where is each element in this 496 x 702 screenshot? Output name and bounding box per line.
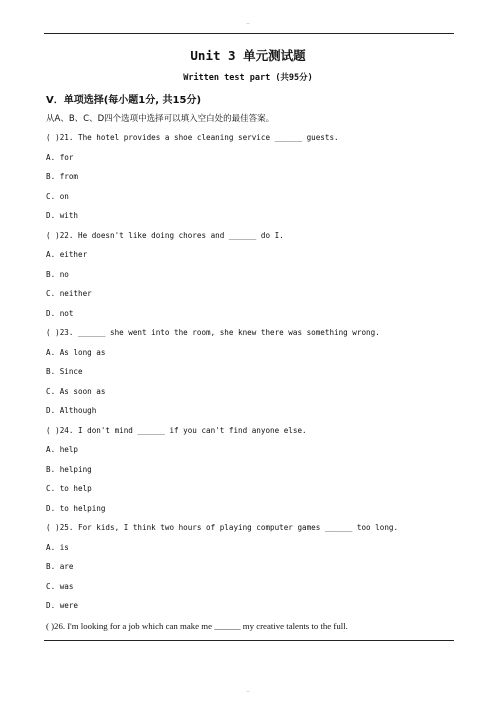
option-line: D. Although <box>46 406 97 415</box>
question-line: ( )26. I'm looking for a job which can make me ______ my creative talents to the full. <box>46 620 348 631</box>
question-line: ( )23. ______ she went into the room, she knew there was something wrong. <box>46 328 380 337</box>
question-line: ( )24. I don't mind ______ if you can't find anyone else. <box>46 425 307 435</box>
page-subtitle: Written test part (共95分) <box>183 73 313 83</box>
header-rule <box>44 33 454 34</box>
section-instruction: 从A、B、C、D四个选项中选择可以填入空白处的最佳答案。 <box>46 114 275 124</box>
option-line: C. As soon as <box>46 386 106 396</box>
option-line: D. were <box>46 601 79 610</box>
question-line: ( )21. The hotel provides a shoe cleaning service ______ guests. <box>46 133 339 142</box>
option-line: B. Since <box>46 367 83 376</box>
option-line: B. from <box>46 172 79 181</box>
question-line: ( )22. He doesn't like doing chores and ______ do I. <box>46 230 284 240</box>
option-line: A. is <box>46 542 69 552</box>
option-line: A. for <box>46 152 74 162</box>
section-heading: V．单项选择(每小题1分, 共15分) <box>46 95 202 106</box>
option-line: B. are <box>46 562 74 571</box>
option-line: C. on <box>46 191 69 201</box>
option-line: B. no <box>46 269 69 279</box>
footer-rule <box>44 640 454 641</box>
option-line: A. As long as <box>46 347 106 357</box>
option-line: A. help <box>46 445 79 454</box>
option-line: D. with <box>46 211 79 220</box>
option-line: C. to help <box>46 484 92 493</box>
option-line: C. was <box>46 581 74 591</box>
question-line: ( )25. For kids, I think two hours of playing computer games ______ too long. <box>46 523 399 532</box>
question-list <box>46 131 466 638</box>
option-line: D. not <box>46 308 74 318</box>
page-title: Unit 3 单元测试题 <box>190 48 306 63</box>
option-line: C. neither <box>46 289 92 298</box>
option-line: B. helping <box>46 464 92 474</box>
footer-mark: .. <box>246 687 250 694</box>
header-mark: .. <box>246 19 250 26</box>
option-line: D. to helping <box>46 503 106 513</box>
option-line: A. either <box>46 250 88 259</box>
